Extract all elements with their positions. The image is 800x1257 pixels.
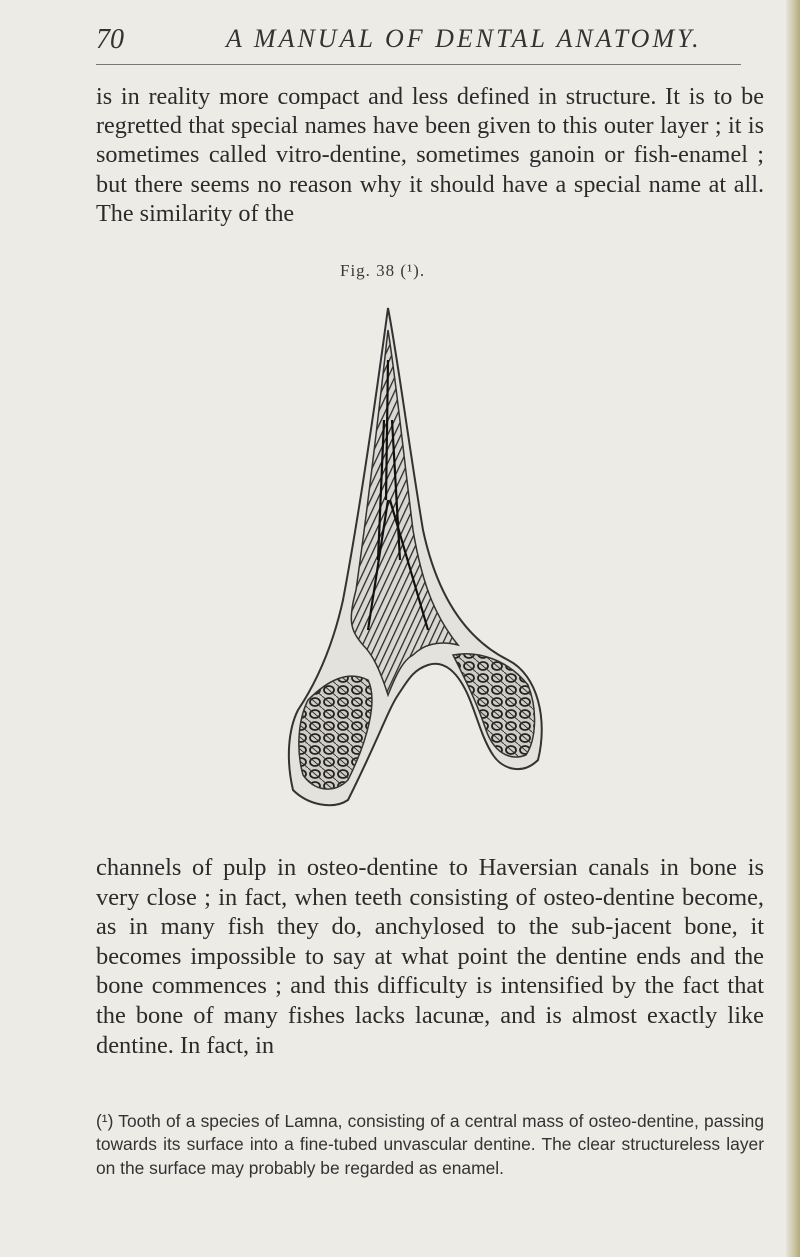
figure-caption: Fig. 38 (¹). [340, 261, 426, 280]
tooth-illustration [238, 300, 588, 820]
root-right-cells [453, 654, 535, 757]
running-title: A MANUAL OF DENTAL ANATOMY. [226, 24, 702, 53]
body-text-top: is in reality more compact and less defined in structure. It is to be regretted that special names have been given to this outer layer ; it is sometimes called vitro-dentine, sometimes ganoin or fish-enamel ; but there seems no reason why it should have a special name at all. The similarity of the [96, 83, 764, 227]
osteodentine-core [351, 330, 458, 695]
header-rule [96, 64, 741, 65]
figure-footnote: (¹) Tooth of a species of Lamna, consisting of a central mass of osteo-dentine, passing towards its surface into a fine-tubed unvascular dentine. The clear structureless layer on the surface may probably be regarded as enamel. [96, 1111, 764, 1178]
body-text-bottom: channels of pulp in osteo-dentine to Haversian canals in bone is very close ; in fact, when teeth consisting of osteo-dentine become, as in many fish they do, anchylosed to the sub-jacent bone, it becomes impossible to say at what point the dentine ends and the bone commences ; and this difficulty is intensified by the fact that the bone of many fishes lacks lacunæ, and is almost exactly like dentine. In fact, in [96, 854, 764, 1059]
page-header [96, 18, 756, 58]
page-edge-shadow [786, 0, 800, 1257]
page-number: 70 [96, 24, 124, 55]
